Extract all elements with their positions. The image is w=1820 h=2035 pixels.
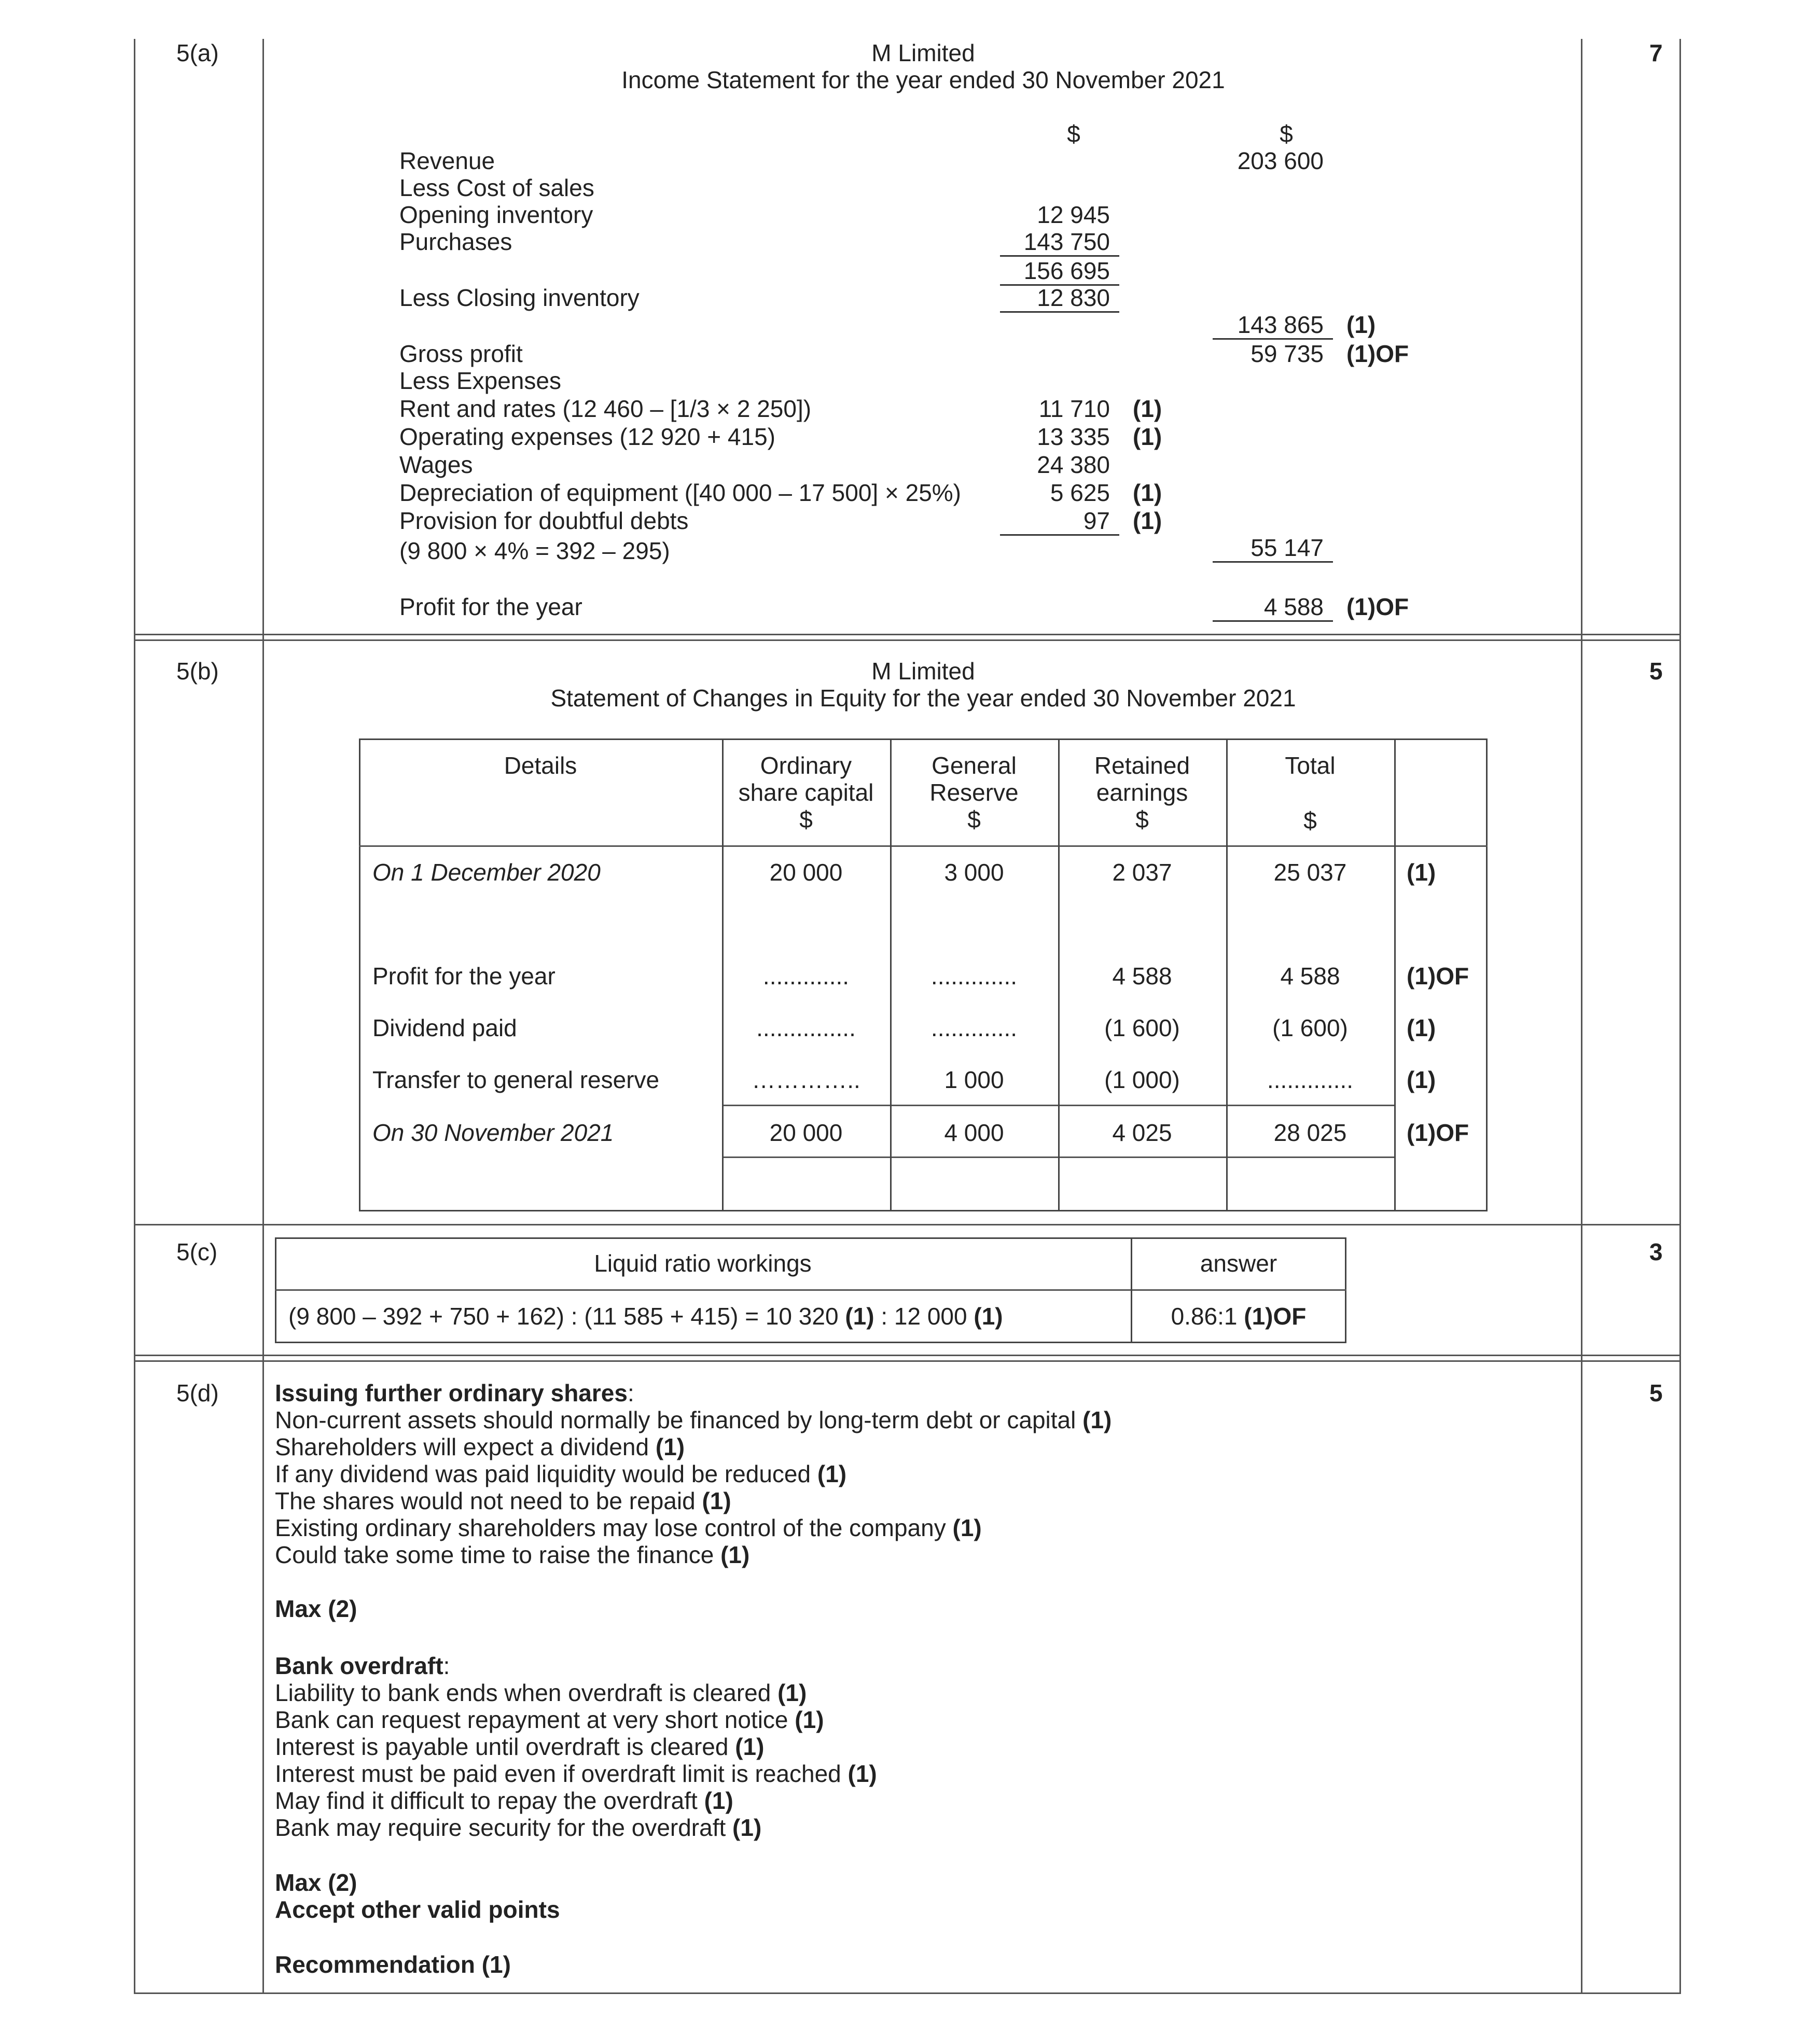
equity-row-profit-general: ............. <box>930 963 1018 989</box>
equity-row-closing-retained: 4 025 <box>1112 1119 1172 1146</box>
heading-ordinary-shares: Issuing further ordinary shares: <box>275 1379 634 1406</box>
equity-row-profit-label: Profit for the year <box>372 963 555 989</box>
depreciation-label: Depreciation of equipment ([40 000 – 17 500] × 25%) <box>399 479 961 506</box>
point-text: If any dividend was paid liquidity would be reduced <box>275 1460 817 1487</box>
liquid-ratio-header-rule <box>275 1289 1346 1291</box>
heading-ordinary-shares-text: Issuing further ordinary shares <box>275 1379 628 1406</box>
header-retained-2: earnings <box>1096 779 1188 806</box>
liquid-ratio-workings-text: (9 800 – 392 + 750 + 162) : (11 585 + 415) = 10 320 <box>288 1303 845 1330</box>
point-mark: (1) <box>848 1760 877 1787</box>
point-mark: (1) <box>732 1814 762 1841</box>
opening-inventory-value: 12 945 <box>1037 201 1110 228</box>
profit-value: 4 588 <box>1213 593 1333 622</box>
equity-row-dividend-total: (1 600) <box>1272 1014 1348 1041</box>
point-text: Shareholders will expect a dividend <box>275 1433 656 1460</box>
point-text: Could take some time to raise the finance <box>275 1541 721 1568</box>
point-1-6 <box>275 1541 749 1568</box>
point-mark: (1) <box>702 1487 731 1514</box>
grid-line-left <box>134 39 135 1994</box>
equity-row-profit-ordinary: ............. <box>762 963 850 989</box>
equity-row-closing-mark: (1)OF <box>1407 1119 1469 1146</box>
less-cost-of-sales: Less Cost of sales <box>399 174 594 201</box>
point-2-4 <box>275 1760 877 1787</box>
operating-expenses-label: Operating expenses (12 920 + 415) <box>399 423 775 450</box>
header-total-1: Total <box>1285 752 1336 779</box>
equity-row-profit-retained: 4 588 <box>1112 963 1172 989</box>
recommendation: Recommendation (1) <box>275 1951 511 1978</box>
point-2-2 <box>275 1706 824 1733</box>
header-retained-1: Retained <box>1094 752 1190 779</box>
liquid-ratio-answer-header: answer <box>1200 1250 1277 1277</box>
row-separator-c-d <box>134 1355 1681 1362</box>
point-2-1 <box>275 1679 807 1706</box>
equity-row-opening-total: 25 037 <box>1273 859 1347 886</box>
opening-inventory-label: Opening inventory <box>399 201 593 228</box>
provision-label: Provision for doubtful debts <box>399 507 689 534</box>
operating-expenses-mark: (1) <box>1133 423 1162 450</box>
equity-row-opening-general: 3 000 <box>944 859 1004 886</box>
point-text: The shares would not need to be repaid <box>275 1487 702 1514</box>
equity-col-rule-5 <box>1394 738 1396 1211</box>
header-total-2: $ <box>1303 807 1317 834</box>
profit-label: Profit for the year <box>399 593 582 620</box>
point-2-6 <box>275 1814 761 1841</box>
point-mark: (1) <box>720 1541 750 1568</box>
equity-statement-company: M Limited <box>871 658 975 685</box>
purchases-value: 143 750 <box>1000 228 1119 257</box>
point-mark: (1) <box>704 1787 733 1814</box>
liquid-ratio-workings-header: Liquid ratio workings <box>594 1250 812 1277</box>
equity-row-dividend-general: ............. <box>930 1014 1018 1041</box>
equity-statement-title: Statement of Changes in Equity for the year ended 30 November 2021 <box>550 685 1296 712</box>
revenue-value: 203 600 <box>1237 147 1324 174</box>
header-ordinary-3: $ <box>799 806 813 833</box>
equity-row-transfer-retained: (1 000) <box>1104 1066 1180 1093</box>
col-head-dollar-2: $ <box>1280 120 1293 147</box>
revenue-label: Revenue <box>399 147 495 174</box>
equity-row-closing-total: 28 025 <box>1273 1119 1347 1146</box>
point-mark: (1) <box>655 1433 685 1460</box>
equity-row-dividend-ordinary: ............... <box>756 1014 856 1041</box>
equity-row-closing-label: On 30 November 2021 <box>372 1119 614 1146</box>
equity-row-opening-ordinary: 20 000 <box>769 859 843 886</box>
header-ordinary-1: Ordinary <box>760 752 852 779</box>
point-1-2 <box>275 1433 685 1460</box>
point-1-3 <box>275 1460 846 1487</box>
rent-value: 11 710 <box>1038 395 1110 422</box>
equity-row-closing-general: 4 000 <box>944 1119 1004 1146</box>
gross-profit-value: 59 735 <box>1251 340 1324 367</box>
question-label-5b: 5(b) <box>176 658 219 685</box>
equity-row-profit-mark: (1)OF <box>1407 963 1469 989</box>
purchases-label: Purchases <box>399 228 512 255</box>
closing-inventory-label: Less Closing inventory <box>399 284 640 311</box>
cost-of-sales-total: 143 865 <box>1213 311 1333 340</box>
equity-row-profit-total: 4 588 <box>1280 963 1340 989</box>
question-label-5c: 5(c) <box>176 1238 218 1265</box>
cost-of-sales-mark: (1) <box>1346 311 1376 338</box>
equity-row-transfer-mark: (1) <box>1407 1066 1436 1093</box>
col-head-dollar-1: $ <box>1067 120 1080 147</box>
gross-profit-mark: (1)OF <box>1346 340 1409 367</box>
provision-calculation: (9 800 × 4% = 392 – 295) <box>399 537 670 564</box>
equity-row-opening-label: On 1 December 2020 <box>372 859 601 886</box>
point-text: Interest must be paid even if overdraft limit is reached <box>275 1760 848 1787</box>
point-mark: (1) <box>735 1733 765 1760</box>
header-general-2: Reserve <box>929 779 1019 806</box>
header-details: Details <box>504 752 577 779</box>
point-2-5 <box>275 1787 733 1814</box>
equity-row-dividend-label: Dividend paid <box>372 1014 517 1041</box>
liquid-ratio-answer-text: 0.86:1 <box>1171 1303 1244 1330</box>
row-separator-bottom <box>134 1992 1681 1994</box>
marks-5a: 7 <box>1649 39 1663 66</box>
equity-table-header-rule <box>359 845 1488 847</box>
subtotal-value: 156 695 <box>1000 257 1119 286</box>
expenses-total: 55 147 <box>1213 534 1333 563</box>
point-text: Liability to bank ends when overdraft is cleared <box>275 1679 778 1706</box>
header-ordinary-2: share capital <box>738 779 874 806</box>
equity-row-transfer-general: 1 000 <box>944 1066 1004 1093</box>
rent-mark: (1) <box>1133 395 1162 422</box>
accept-other-points: Accept other valid points <box>275 1896 560 1923</box>
point-1-5 <box>275 1514 982 1541</box>
point-mark: (1) <box>795 1706 824 1733</box>
depreciation-mark: (1) <box>1133 479 1162 506</box>
point-mark: (1) <box>777 1679 807 1706</box>
point-mark: (1) <box>817 1460 847 1487</box>
header-general-3: $ <box>967 806 981 833</box>
equity-row-closing-ordinary: 20 000 <box>769 1119 843 1146</box>
wages-value: 24 380 <box>1037 451 1110 478</box>
point-text: Bank may require security for the overdraft <box>275 1814 733 1841</box>
point-1-4 <box>275 1487 731 1514</box>
depreciation-value: 5 625 <box>1050 479 1110 506</box>
max-2: Max (2) <box>275 1869 357 1896</box>
marks-5b: 5 <box>1649 658 1663 685</box>
heading-bank-overdraft-text: Bank overdraft <box>275 1652 443 1679</box>
equity-row-transfer-total: ............. <box>1267 1066 1354 1093</box>
liquid-ratio-workings <box>288 1303 1003 1330</box>
point-mark: (1) <box>952 1514 982 1541</box>
income-statement-title: Income Statement for the year ended 30 November 2021 <box>621 66 1225 93</box>
less-expenses-label: Less Expenses <box>399 367 561 394</box>
operating-expenses-value: 13 335 <box>1037 423 1110 450</box>
point-1-1 <box>275 1406 1112 1433</box>
header-general-1: General <box>932 752 1017 779</box>
liquid-ratio-answer <box>1131 1303 1346 1330</box>
row-separator-a-b <box>134 634 1681 641</box>
grid-line-answer-left <box>262 39 264 1994</box>
grid-line-right <box>1679 39 1681 1994</box>
grid-line-marks-left <box>1581 39 1582 1994</box>
equity-row-transfer-ordinary: ………….. <box>752 1066 860 1093</box>
rent-label: Rent and rates (12 460 – [1/3 × 2 250]) <box>399 395 812 422</box>
marks-5d: 5 <box>1649 1379 1663 1406</box>
liquid-ratio-workings-mark-1: (1) <box>845 1303 874 1330</box>
marks-5c: 3 <box>1649 1238 1663 1265</box>
provision-value: 97 <box>1000 507 1119 536</box>
equity-row-transfer-label: Transfer to general reserve <box>372 1066 660 1093</box>
point-text: Interest is payable until overdraft is cleared <box>275 1733 735 1760</box>
point-text: Bank can request repayment at very short notice <box>275 1706 795 1733</box>
closing-inventory-value: 12 830 <box>1000 284 1119 313</box>
wages-label: Wages <box>399 451 473 478</box>
point-text: Non-current assets should normally be financed by long-term debt or capital <box>275 1406 1083 1433</box>
point-mark: (1) <box>1082 1406 1112 1433</box>
gross-profit-label: Gross profit <box>399 340 523 367</box>
equity-row-dividend-mark: (1) <box>1407 1014 1436 1041</box>
row-separator-b-c <box>134 1224 1681 1225</box>
question-label-5a: 5(a) <box>176 39 219 66</box>
equity-row-opening-mark: (1) <box>1407 859 1436 886</box>
equity-row-dividend-retained: (1 600) <box>1104 1014 1180 1041</box>
point-text: May find it difficult to repay the overdraft <box>275 1787 704 1814</box>
question-label-5d: 5(d) <box>176 1379 219 1406</box>
income-statement-company: M Limited <box>871 39 975 66</box>
profit-mark: (1)OF <box>1346 593 1409 620</box>
point-text: Existing ordinary shareholders may lose control of the company <box>275 1514 953 1541</box>
equity-row-opening-retained: 2 037 <box>1112 859 1172 886</box>
liquid-ratio-workings-mid: : 12 000 <box>874 1303 974 1330</box>
heading-bank-overdraft: Bank overdraft: <box>275 1652 450 1679</box>
point-2-3 <box>275 1733 764 1760</box>
max-1: Max (2) <box>275 1595 357 1622</box>
provision-mark: (1) <box>1133 507 1162 534</box>
header-retained-3: $ <box>1135 806 1149 833</box>
liquid-ratio-answer-mark: (1)OF <box>1244 1303 1307 1330</box>
liquid-ratio-workings-mark-2: (1) <box>974 1303 1003 1330</box>
